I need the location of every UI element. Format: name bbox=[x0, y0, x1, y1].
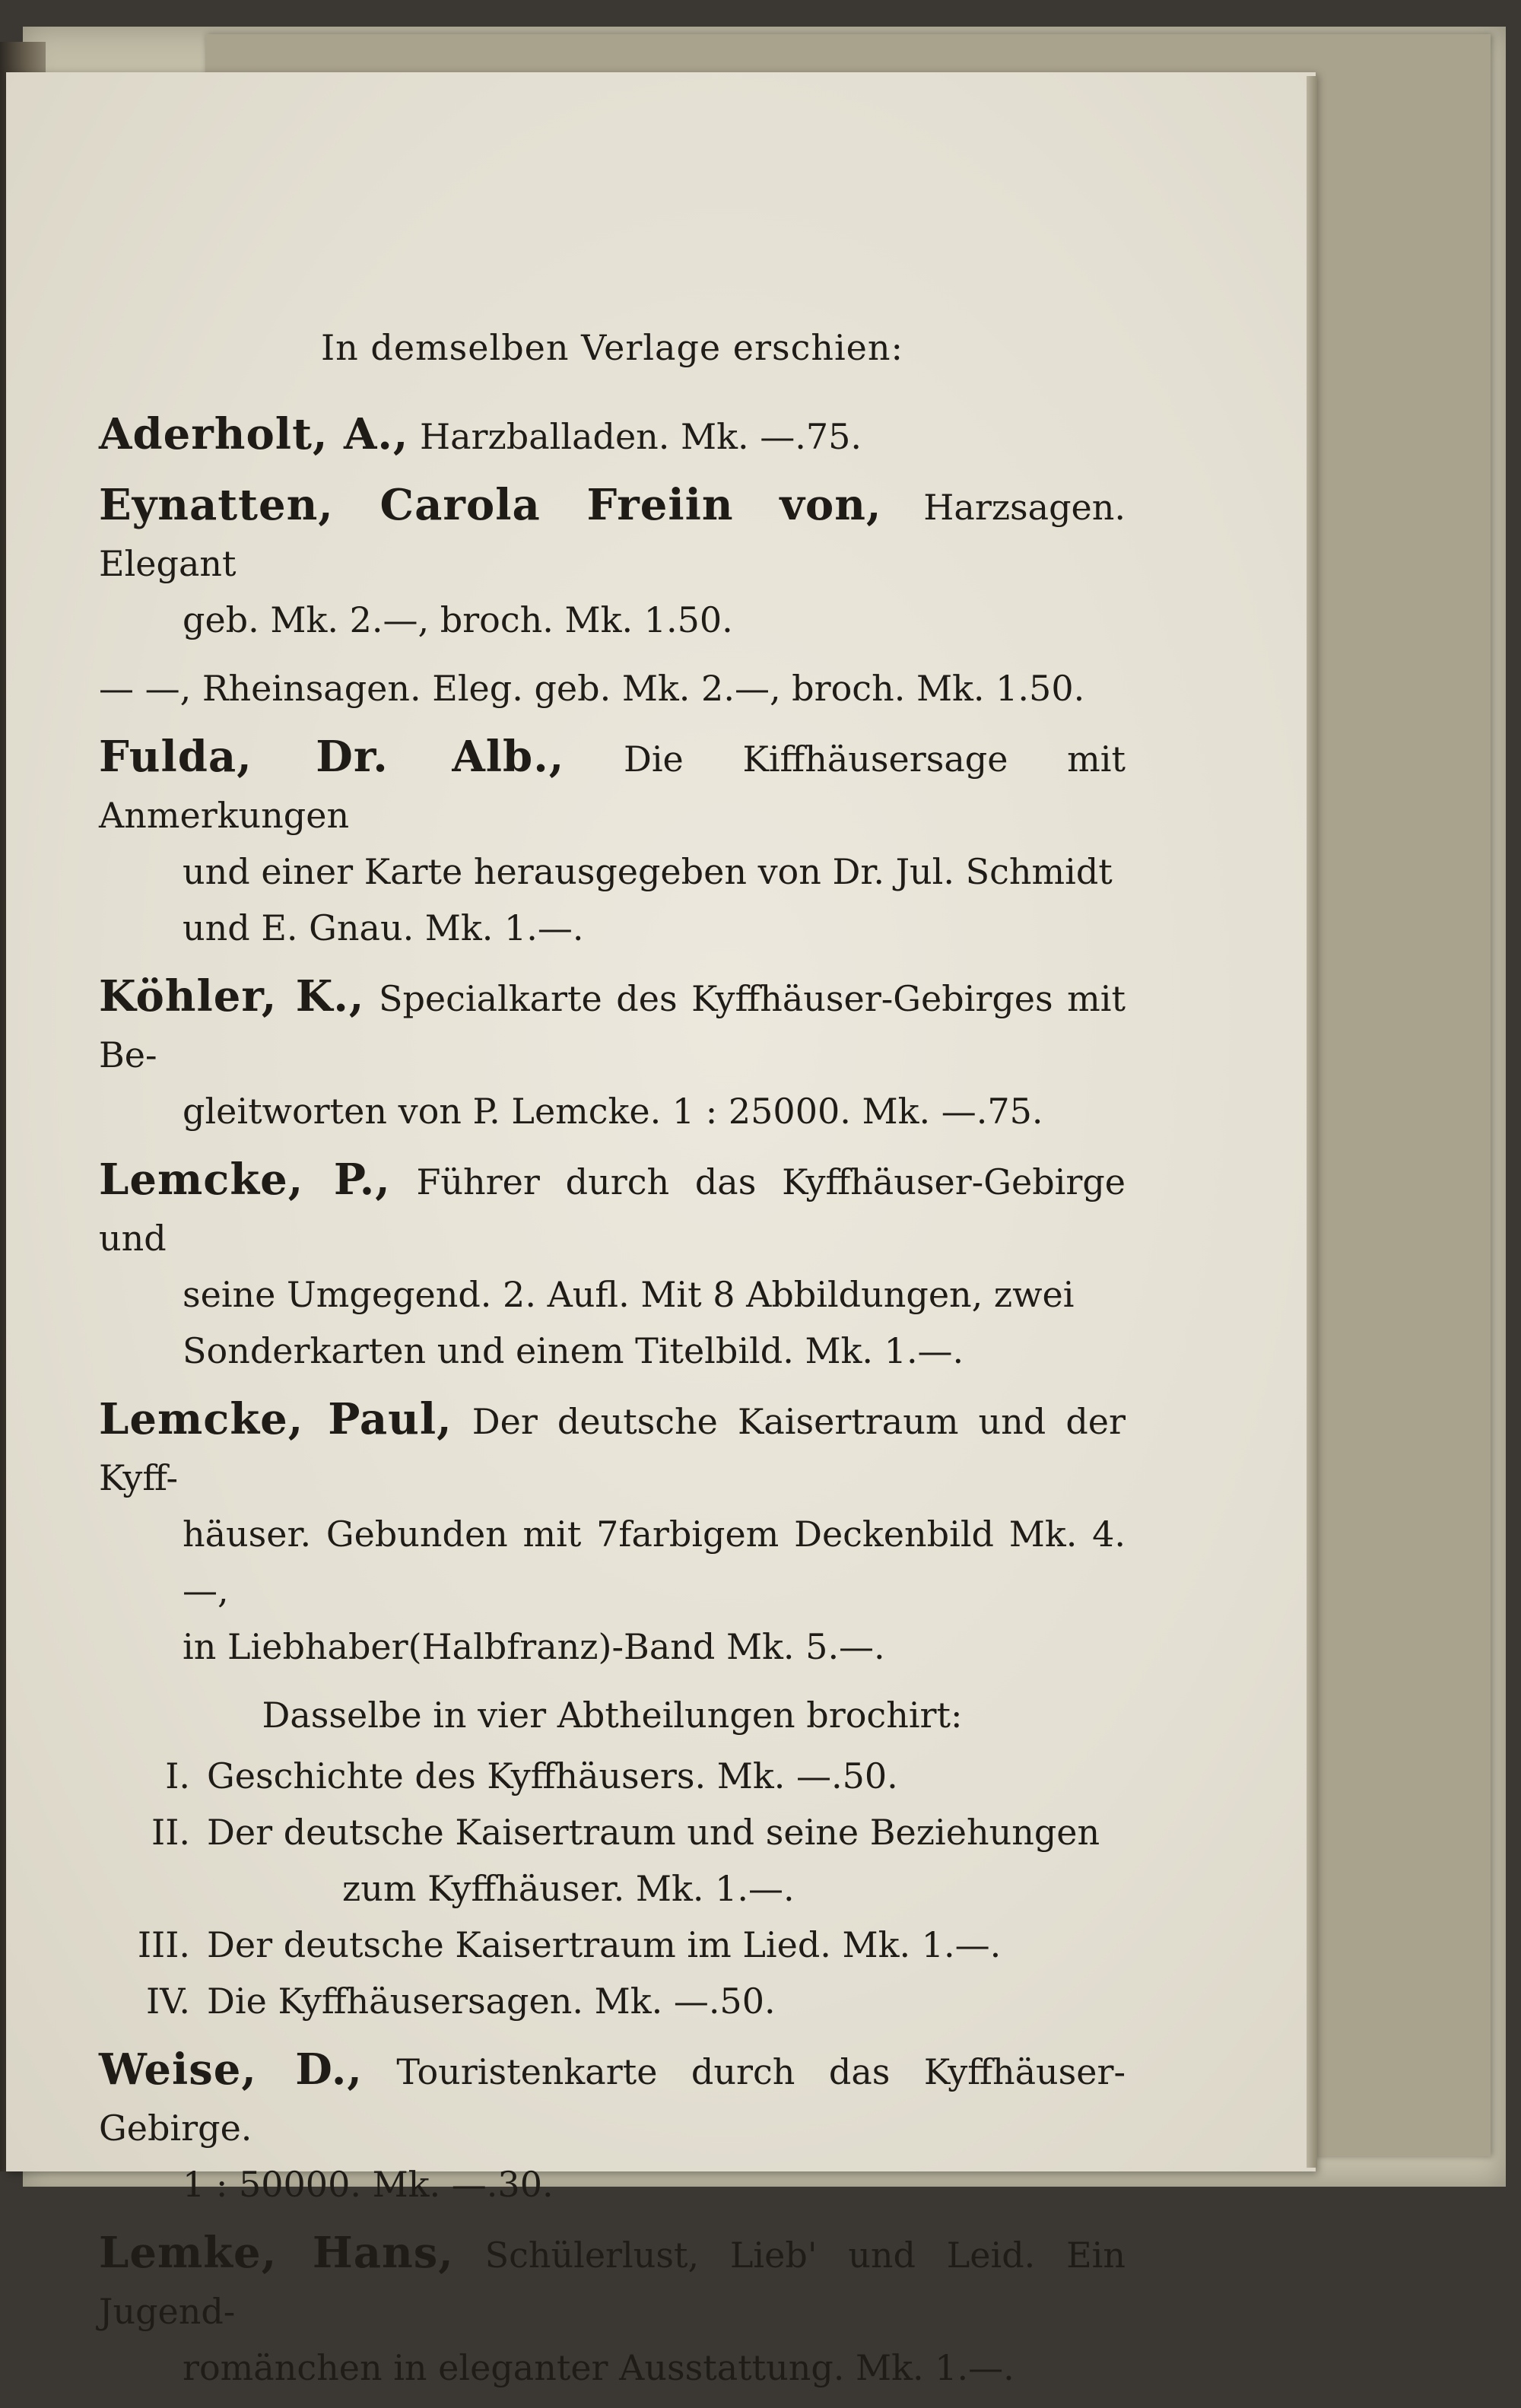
entry-text: Harzballaden. Mk. —.75. bbox=[420, 416, 862, 457]
entry-author: — —, bbox=[99, 668, 192, 709]
entry-text-cont: seine Umgegend. 2. Aufl. Mit 8 Abbildungen, zwei bbox=[183, 1274, 1075, 1315]
part-number: III. bbox=[137, 1924, 190, 1965]
entry-author: Lemcke, P., bbox=[99, 1155, 391, 1205]
entry-text-cont: und E. Gnau. Mk. 1.—. bbox=[183, 907, 584, 948]
page-edge bbox=[1307, 76, 1317, 2168]
entry-lemcke-paul bbox=[99, 1391, 1126, 1675]
entry-text: Specialkarte des Kyffhäuser-Gebirges mit Be- bbox=[99, 978, 1126, 1075]
entry-author: Fulda, Dr. Alb., bbox=[99, 732, 565, 782]
entry-text-cont: und einer Karte herausgegeben von Dr. Jul. Schmidt bbox=[183, 851, 1113, 892]
entry-text-cont: 1 : 50000. Mk. —.30. bbox=[183, 2164, 554, 2205]
part-text: Der deutsche Kaisertraum im Lied. Mk. 1.—. bbox=[207, 1924, 1002, 1965]
entry-text: Schülerlust, Lieb' und Leid. Ein Jugend- bbox=[99, 2235, 1126, 2332]
part-text: Die Kyffhäusersagen. Mk. —.50. bbox=[207, 1981, 776, 2022]
entry-author: Aderholt, A., bbox=[99, 409, 409, 459]
entry-text-cont: romänchen in eleganter Ausstattung. Mk. 1.—. bbox=[183, 2347, 1015, 2388]
entry-text: Die Kiffhäusersage mit Anmerkungen bbox=[99, 739, 1126, 836]
part-iii bbox=[99, 1917, 1126, 1973]
entry-text-cont: in Liebhaber(Halbfranz)-Band Mk. 5.—. bbox=[183, 1626, 885, 1667]
publisher-advertisement bbox=[99, 319, 1126, 2408]
part-number: II. bbox=[151, 1812, 190, 1853]
entry-text: Führer durch das Kyffhäuser-Gebirge und bbox=[99, 1161, 1126, 1259]
part-text: Geschichte des Kyffhäusers. Mk. —.50. bbox=[207, 1755, 898, 1796]
entry-text: Harzsagen. Elegant bbox=[99, 487, 1126, 584]
entry-eynatten-2 bbox=[99, 660, 1126, 716]
page-heading: In demselben Verlage erschien: bbox=[320, 327, 904, 368]
entry-lemke-hans bbox=[99, 2225, 1126, 2396]
entry-eynatten bbox=[99, 477, 1126, 648]
part-text: Der deutsche Kaisertraum und seine Beziehungen bbox=[207, 1812, 1100, 1853]
part-text-cont: zum Kyffhäuser. Mk. 1.—. bbox=[342, 1868, 795, 1909]
entry-text-cont: Sonderkarten und einem Titelbild. Mk. 1.—. bbox=[183, 1330, 964, 1371]
entry-author: Lemke, Hans, bbox=[99, 2228, 454, 2278]
part-number: I. bbox=[165, 1755, 190, 1796]
entry-text: Touristenkarte durch das Kyffhäuser-Gebirge. bbox=[99, 2051, 1126, 2149]
part-i bbox=[99, 1748, 1126, 1804]
entry-text: Der deutsche Kaisertraum und der Kyff- bbox=[99, 1401, 1126, 1498]
part-number: IV. bbox=[146, 1981, 190, 2022]
entry-text-cont: gleitworten von P. Lemcke. 1 : 25000. Mk. —.75. bbox=[183, 1091, 1043, 1132]
entry-lemcke-p bbox=[99, 1152, 1126, 1379]
entry-fulda bbox=[99, 729, 1126, 956]
entry-aderholt bbox=[99, 406, 1126, 465]
subheading: Dasselbe in vier Abtheilungen brochirt: bbox=[262, 1695, 963, 1736]
entry-koehler bbox=[99, 968, 1126, 1139]
entry-author: Eynatten, Carola Freiin von, bbox=[99, 480, 882, 530]
entry-text-cont: geb. Mk. 2.—, broch. Mk. 1.50. bbox=[183, 599, 733, 640]
entry-weise bbox=[99, 2041, 1126, 2213]
entry-text: Rheinsagen. Eleg. geb. Mk. 2.—, broch. Mk. 1.50. bbox=[202, 668, 1085, 709]
entry-author: Köhler, K., bbox=[99, 971, 365, 1021]
part-iv bbox=[99, 1973, 1126, 2029]
entry-author: Weise, D., bbox=[99, 2044, 363, 2095]
part-ii bbox=[99, 1804, 1126, 1917]
entry-text-cont: häuser. Gebunden mit 7farbigem Deckenbild Mk. 4.—, bbox=[183, 1514, 1126, 1611]
entry-author: Lemcke, Paul, bbox=[99, 1394, 452, 1444]
